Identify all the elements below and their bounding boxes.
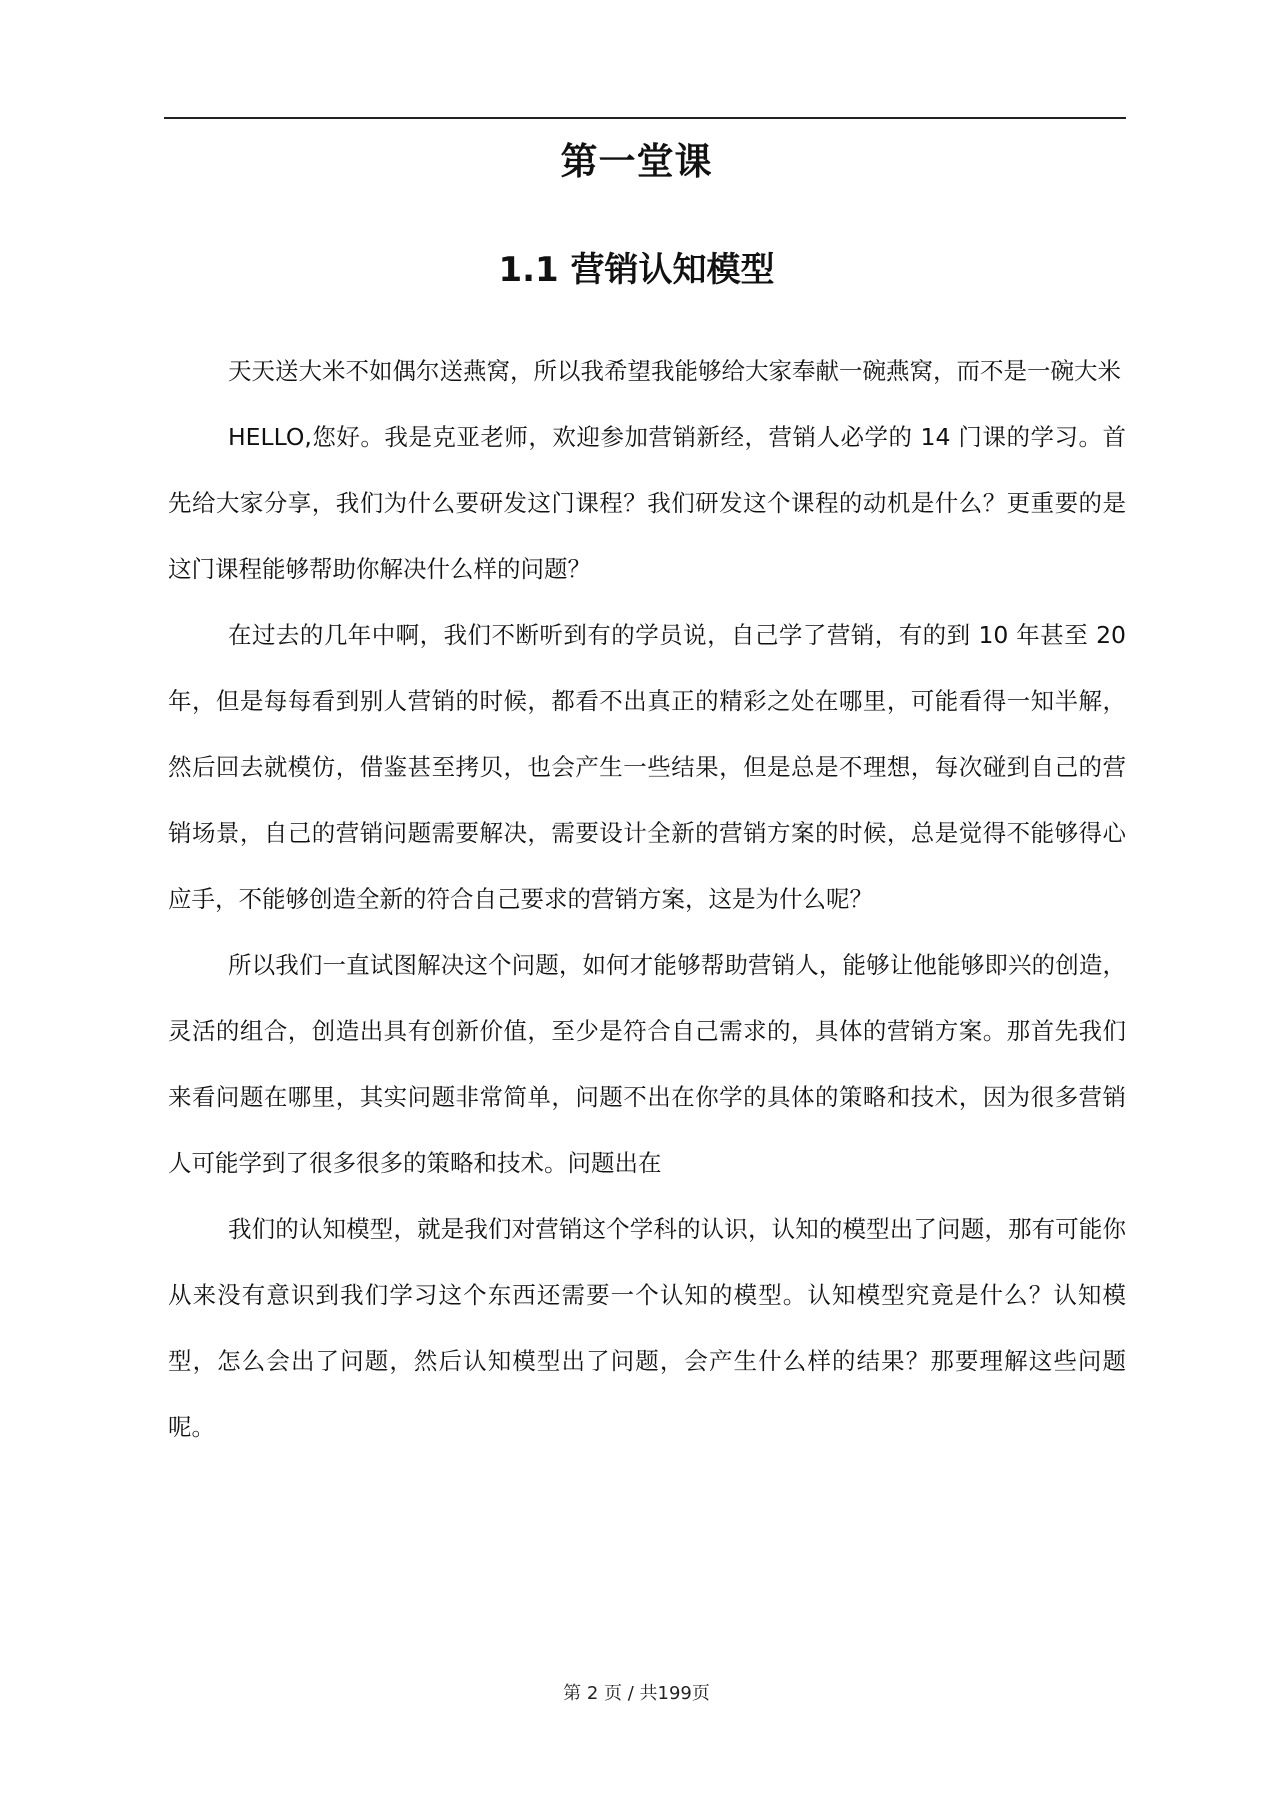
body-paragraph: 在过去的几年中啊，我们不断听到有的学员说，自己学了营销，有的到 10 年甚至 20 年，但是每每看到别人营销的时候，都看不出真正的精彩之处在哪里，可能看得一知半解，然后回去就模仿，借鉴甚至拷贝，也会产生一些结果，但是总是不理想，每次碰到自己的营销场景，自己的营销问题需要解决，需要设计全新的营销方案的时候，总是觉得不能够得心应手，不能够创造全新的符合自己要求的营销方案，这是为什么呢？ bbox=[168, 621, 1126, 913]
body-paragraph: 我们的认知模型，就是我们对营销这个学科的认识，认知的模型出了问题，那有可能你从来没有意识到我们学习这个东西还需要一个认知的模型。认知模型究竟是什么？认知模型，怎么会出了问题，然后认知模型出了问题，会产生什么样的结果？那要理解这些问题呢。 bbox=[168, 1215, 1126, 1441]
section-heading: 1.1 营销认知模型 bbox=[498, 250, 775, 290]
body-paragraph: 所以我们一直试图解决这个问题，如何才能够帮助营销人，能够让他能够即兴的创造，灵活的组合，创造出具有创新价值，至少是符合自己需求的，具体的营销方案。那首先我们来看问题在哪里，其实问题非常简单，问题不出在你学的具体的策略和技术，因为很多营销人可能学到了很多很多的策略和技术。问题出在 bbox=[168, 951, 1126, 1177]
page-title: 第一堂课 bbox=[560, 140, 713, 183]
document-body bbox=[168, 338, 1126, 1460]
header-rule bbox=[164, 117, 1126, 119]
body-paragraph: HELLO,您好。我是克亚老师，欢迎参加营销新经，营销人必学的 14 门课的学习。首先给大家分享，我们为什么要研发这门课程？我们研发这个课程的动机是什么？更重要的是这门课程能够帮助你解决什么样的问题？ bbox=[168, 423, 1126, 583]
page-footer: 第 2 页 / 共199页 bbox=[563, 1683, 710, 1704]
body-paragraph: 天天送大米不如偶尔送燕窝，所以我希望我能够给大家奉献一碗燕窝，而不是一碗大米 bbox=[228, 357, 1121, 385]
